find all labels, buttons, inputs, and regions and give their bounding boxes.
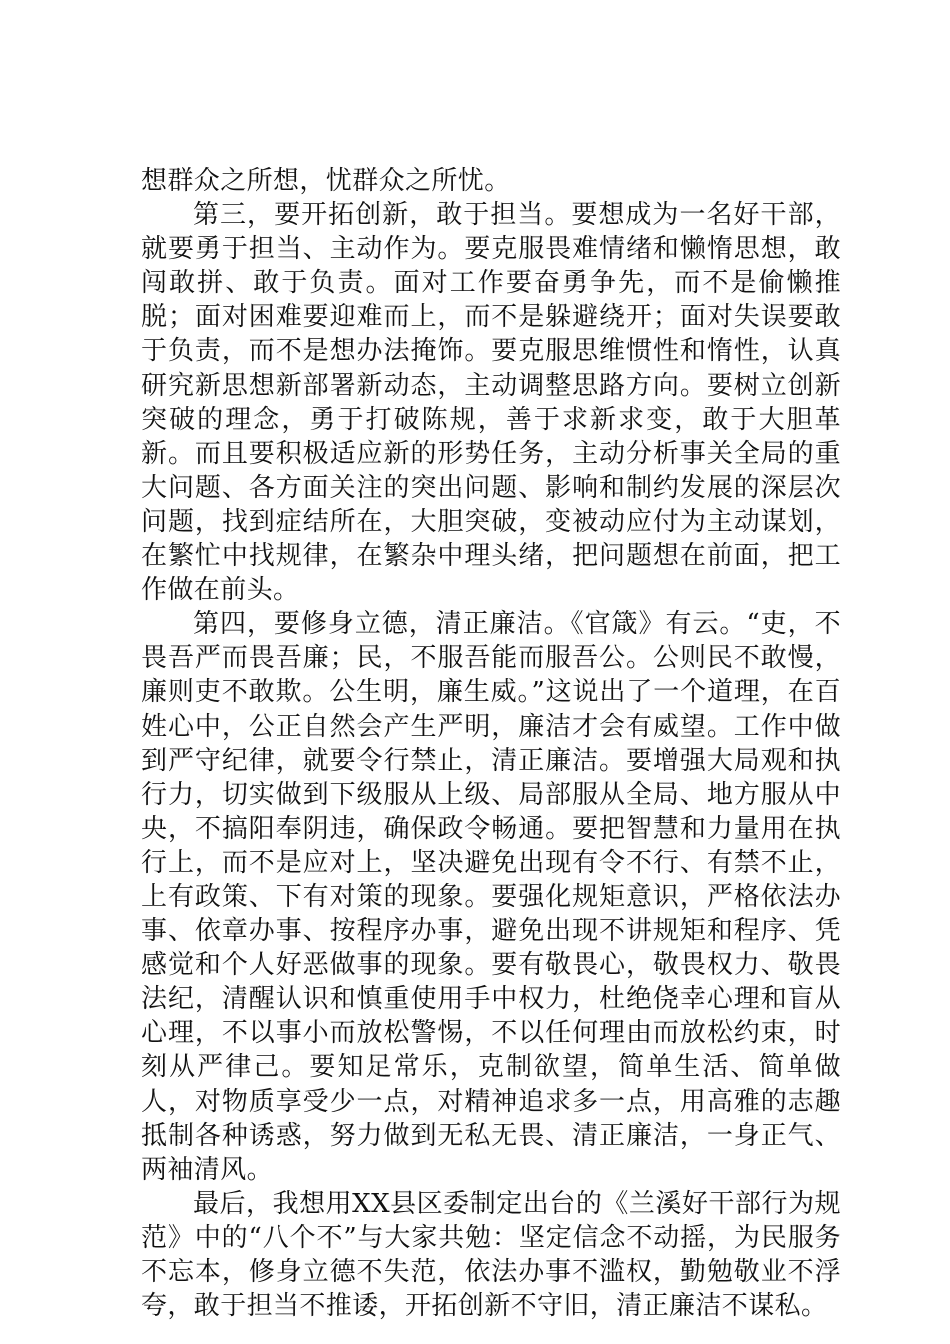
paragraph-continuation: 想群众之所想，忧群众之所忧。 — [141, 166, 511, 196]
paragraph-fourth-point: 第四，要修身立德，清正廉洁。《官箴》有云。“吏，不畏吾严而畏吾廉；民，不服吾能而服吾公。公则民不敢慢，廉则吏不敢欺。公生明，廉生威。”这说出了一个道理，在百姓心中，公正自然会产生严明，廉洁才会有威望。工作中做到严守纪律，就要令行禁止，清正廉洁。要增强大局观和执行力，切实做到下级服从上级、局部服从全局、地方服从中央，不搞阳奉阴违，确保政令畅通。要把智慧和力量用在执行上，而不是应对上，坚决避免出现有令不行、有禁不止，上有政策、下有对策的现象。要强化规矩意识，严格依法办事、依章办事、按程序办事，避免出现不讲规矩和程序、凭感觉和个人好恶做事的现象。要有敬畏心，敬畏权力、敬畏法纪，清醒认识和慎重使用手中权力，杜绝侥幸心理和盲从心理，不以事小而放松警惕，不以任何理由而放松约束，时刻从严律己。要知足常乐，克制欲望，简单生活、简单做人，对物质享受少一点，对精神追求多一点，用高雅的志趣抵制各种诱惑，努力做到无私无畏、清正廉洁，一身正气、两袖清风。 — [141, 609, 841, 1185]
paragraph-closing: 最后，我想用XX县区委制定出台的《兰溪好干部行为规范》中的“八个不”与大家共勉：坚定信念不动摇，为民服务不忘本，修身立德不失范，依法办事不滥权，勤勉敬业不浮夸，敢于担当不推诿，开拓创新不守旧，清正廉洁不谋私。 — [141, 1188, 841, 1322]
paragraph-third-point: 第三，要开拓创新，敢于担当。要想成为一名好干部，就要勇于担当、主动作为。要克服畏难情绪和懒惰思想，敢闯敢拼、敢于负责。面对工作要奋勇争先，而不是偷懒推脱；面对困难要迎难而上，而不是躲避绕开；面对失误要敢于负责，而不是想办法掩饰。要克服思维惯性和惰性，认真研究新思想新部署新动态，主动调整思路方向。要树立创新突破的理念，勇于打破陈规，善于求新求变，敢于大胆革新。而且要积极适应新的形势任务，主动分析事关全局的重大问题、各方面关注的突出问题、影响和制约发展的深层次问题，找到症结所在，大胆突破，变被动应付为主动谋划，在繁忙中找规律，在繁杂中理头绪，把问题想在前面，把工作做在前头。 — [141, 200, 841, 606]
document-body — [141, 164, 841, 1323]
